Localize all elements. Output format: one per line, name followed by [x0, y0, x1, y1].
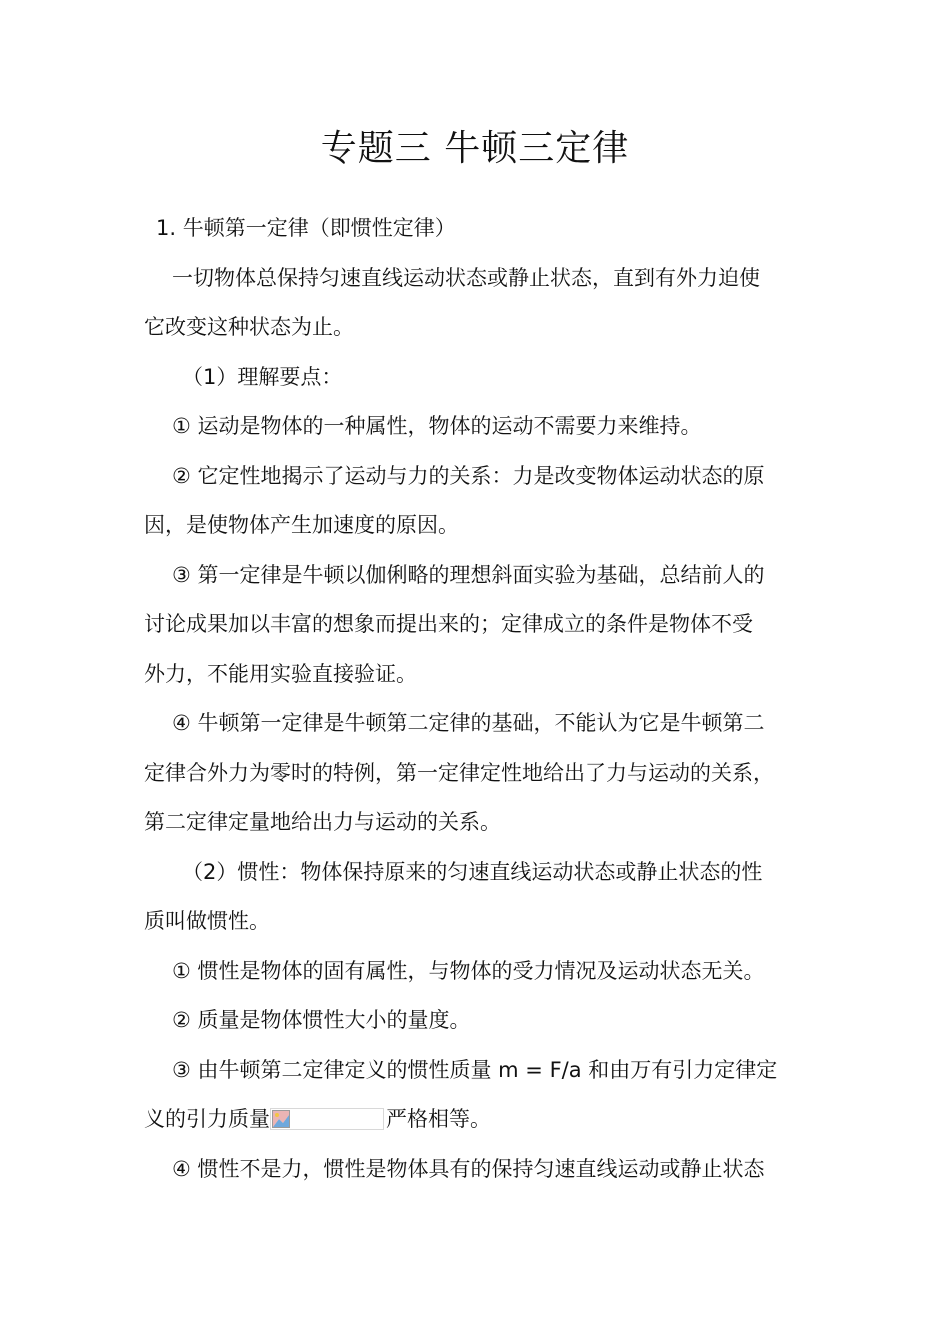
list-item: ④ 惯性不是力，惯性是物体具有的保持匀速直线运动或静止状态: [172, 1156, 765, 1181]
list-item: ④ 牛顿第一定律是牛顿第二定律的基础，不能认为它是牛顿第二: [172, 711, 765, 735]
list-item: ③ 第一定律是牛顿以伽俐略的理想斜面实验为基础，总结前人的: [172, 562, 765, 587]
paragraph-line: 因，是使物体产生加速度的原因。: [144, 513, 459, 537]
section-heading-1: 1. 牛顿第一定律（即惯性定律）: [156, 216, 456, 240]
broken-image-icon: [270, 1108, 384, 1130]
subsection-heading: （1）理解要点：: [182, 364, 343, 389]
list-item: ② 质量是物体惯性大小的量度。: [172, 1008, 471, 1032]
list-item: ② 它定性地揭示了运动与力的关系：力是改变物体运动状态的原: [172, 463, 765, 488]
list-item: ③ 由牛顿第二定律定义的惯性质量 m = F/a 和由万有引力定律定: [172, 1057, 778, 1082]
page-title: 专题三 牛顿三定律: [320, 128, 630, 169]
subsection-heading: （2）惯性：物体保持原来的匀速直线运动状态或静止状态的性: [182, 859, 763, 884]
paragraph-line: 定律合外力为零时的特例，第一定律定性地给出了力与运动的关系，: [144, 760, 774, 785]
paragraph-line-with-image: [144, 1095, 824, 1145]
text-before-image: 义的引力质量: [144, 1107, 270, 1131]
text-after-image: 严格相等。: [386, 1107, 491, 1131]
document-body: [144, 204, 824, 1194]
paragraph-line: 它改变这种状态为止。: [144, 315, 354, 339]
paragraph-line: 质叫做惯性。: [144, 909, 270, 933]
list-item: ① 惯性是物体的固有属性，与物体的受力情况及运动状态无关。: [172, 958, 765, 983]
paragraph-line: 第二定律定量地给出力与运动的关系。: [144, 810, 501, 834]
list-item: ① 运动是物体的一种属性，物体的运动不需要力来维持。: [172, 414, 702, 438]
paragraph-line: 一切物体总保持匀速直线运动状态或静止状态，直到有外力迫使: [172, 265, 760, 290]
paragraph-line: 讨论成果加以丰富的想象而提出来的；定律成立的条件是物体不受: [144, 612, 753, 636]
paragraph-line: 外力，不能用实验直接验证。: [144, 661, 417, 686]
